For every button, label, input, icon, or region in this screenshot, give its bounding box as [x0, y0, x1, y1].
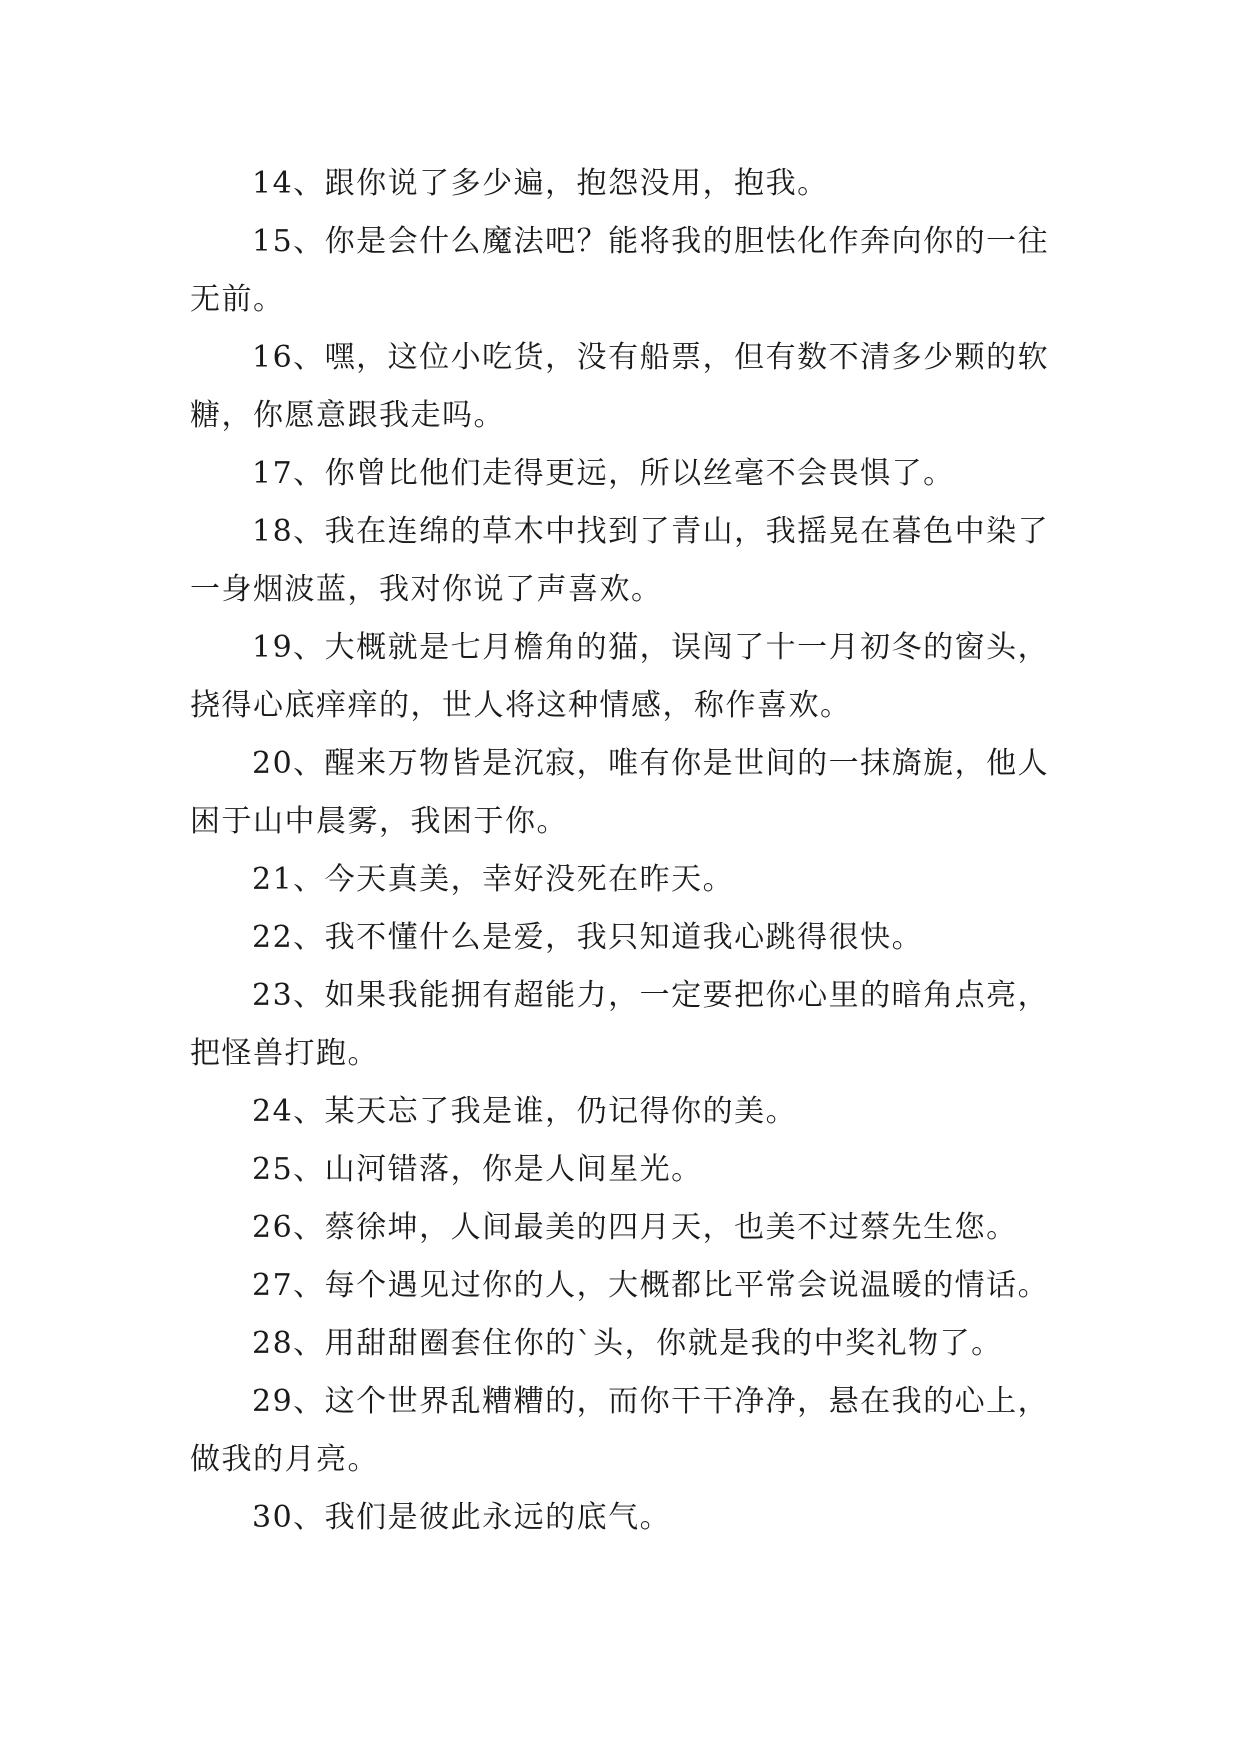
paragraph-14: 14、跟你说了多少遍，抱怨没用，抱我。	[252, 166, 829, 201]
paragraph-26: 26、蔡徐坤，人间最美的四月天，也美不过蔡先生您。	[252, 1210, 1018, 1245]
paragraph-29: 29、这个世界乱糟糟的，而你干干净净，悬在我的心上，做我的月亮。	[190, 1384, 1050, 1477]
paragraph-18: 18、我在连绵的草木中找到了青山，我摇晃在暮色中染了一身烟波蓝，我对你说了声喜欢。	[190, 514, 1050, 607]
paragraph-19: 19、大概就是七月檐角的猫，误闯了十一月初冬的窗头，挠得心底痒痒的，世人将这种情感，称作喜欢。	[190, 630, 1050, 723]
paragraph-22: 22、我不懂什么是爱，我只知道我心跳得很快。	[252, 920, 924, 955]
paragraph-21: 21、今天真美，幸好没死在昨天。	[252, 862, 735, 897]
paragraph-23: 23、如果我能拥有超能力，一定要把你心里的暗角点亮，把怪兽打跑。	[190, 978, 1050, 1071]
paragraph-30: 30、我们是彼此永远的底气。	[252, 1500, 672, 1535]
paragraph-24: 24、某天忘了我是谁，仍记得你的美。	[252, 1094, 798, 1129]
paragraph-20: 20、醒来万物皆是沉寂，唯有你是世间的一抹旖旎，他人困于山中晨雾，我困于你。	[190, 746, 1050, 839]
paragraph-25: 25、山河错落，你是人间星光。	[252, 1152, 703, 1187]
document-body	[190, 155, 1060, 1547]
paragraph-17: 17、你曾比他们走得更远，所以丝毫不会畏惧了。	[252, 456, 955, 491]
paragraph-28: 28、用甜甜圈套住你的`头，你就是我的中奖礼物了。	[252, 1326, 1003, 1361]
paragraph-15: 15、你是会什么魔法吧？能将我的胆怯化作奔向你的一往无前。	[190, 224, 1050, 317]
paragraph-27: 27、每个遇见过你的人，大概都比平常会说温暖的情话。	[252, 1268, 1050, 1303]
paragraph-16: 16、嘿，这位小吃货，没有船票，但有数不清多少颗的软糖，你愿意跟我走吗。	[190, 340, 1050, 433]
